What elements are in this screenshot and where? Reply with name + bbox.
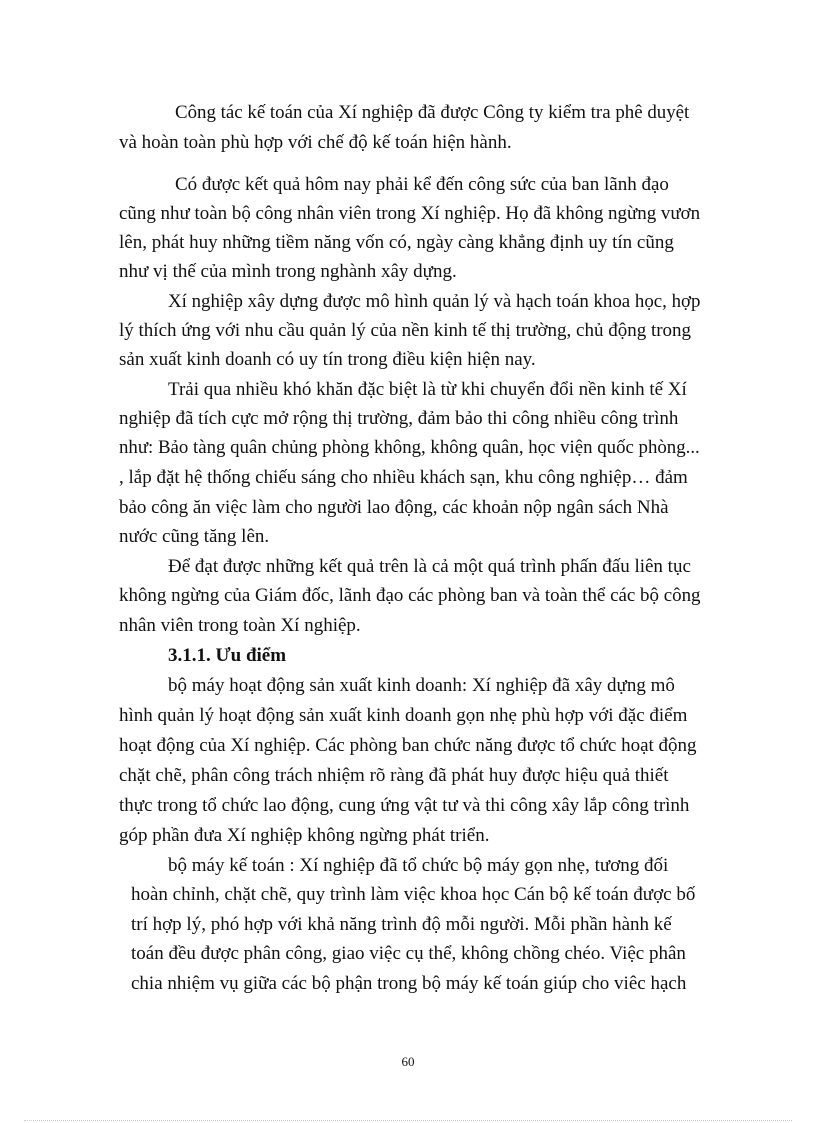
text-line: như: Bảo tàng quân chủng phòng không, không quân, học viện quốc phòng... (119, 437, 700, 458)
text-line: cũng như toàn bộ công nhân viên trong Xí nghiệp. Họ đã không ngừng vươn (119, 203, 701, 224)
text-line: chia nhiệm vụ giữa các bộ phận trong bộ máy kế toán giúp cho viêc hạch (131, 973, 687, 994)
text-line: sản xuất kinh doanh có uy tín trong điều kiện hiện nay. (119, 349, 536, 370)
text-line: không ngừng của Giám đốc, lãnh đạo các phòng ban và toàn thể các bộ công (119, 585, 701, 606)
text-line: chặt chẽ, phân công trách nhiệm rõ ràng đã phát huy được hiệu quả thiết (119, 765, 669, 786)
text-line: và hoàn toàn phù hợp với chế độ kế toán hiện hành. (119, 132, 512, 153)
text-line: Có được kết quả hôm nay phải kể đến công sức của ban lãnh đạo (175, 174, 669, 195)
text-line: như vị thế của mình trong nghành xây dựng. (119, 261, 457, 282)
text-line: , lắp đặt hệ thống chiếu sáng cho nhiều khách sạn, khu công nghiệp… đảm (119, 467, 688, 488)
text-line: Xí nghiệp xây dựng được mô hình quản lý và hạch toán khoa học, hợp (168, 291, 701, 312)
text-line: bộ máy hoạt động sản xuất kinh doanh: Xí nghiệp đã xây dựng mô (168, 675, 675, 696)
page-bottom-divider (24, 1120, 792, 1121)
text-line: hoạt động của Xí nghiệp. Các phòng ban chức năng được tổ chức hoạt động (119, 735, 697, 756)
text-line: bộ máy kế toán : Xí nghiệp đã tổ chức bộ máy gọn nhẹ, tương đối (168, 855, 669, 876)
text-line: hình quản lý hoạt động sản xuất kinh doanh gọn nhẹ phù hợp với đặc điểm (119, 705, 688, 726)
text-line: bảo công ăn việc làm cho người lao động, các khoản nộp ngân sách Nhà (119, 497, 669, 518)
text-line: Để đạt được những kết quả trên là cả một quá trình phấn đấu liên tục (168, 556, 691, 577)
text-line: hoàn chỉnh, chặt chẽ, quy trình làm việc khoa học Cán bộ kế toán được bố (131, 884, 696, 905)
text-line: nghiệp đã tích cực mở rộng thị trường, đảm bảo thi công nhiều công trình (119, 408, 679, 429)
text-line: góp phần đưa Xí nghiệp không ngừng phát triển. (119, 825, 490, 846)
text-line: lý thích ứng với nhu cầu quản lý của nền kinh tế thị trường, chủ động trong (119, 320, 692, 341)
text-line: Trải qua nhiều khó khăn đặc biệt là từ khi chuyển đổi nền kinh tế Xí (168, 379, 687, 400)
page-number: 60 (401, 1054, 415, 1069)
text-line: trí hợp lý, phó hợp với khả năng trình độ mỗi người. Mỗi phần hành kế (131, 914, 672, 935)
text-line: lên, phát huy những tiềm năng vốn có, ngày càng khẳng định uy tín cũng (119, 232, 674, 253)
text-line: nhân viên trong toàn Xí nghiệp. (119, 615, 361, 636)
text-line: Công tác kế toán của Xí nghiệp đã được Công ty kiểm tra phê duyệt (175, 102, 690, 123)
section-heading: 3.1.1. Ưu điểm (168, 645, 287, 666)
text-line: toán đều được phân công, giao việc cụ thể, không chồng chéo. Việc phân (131, 943, 686, 964)
text-line: thực trong tổ chức lao động, cung ứng vật tư và thi công xây lắp công trình (119, 795, 690, 816)
text-line: nước cũng tăng lên. (119, 526, 270, 547)
